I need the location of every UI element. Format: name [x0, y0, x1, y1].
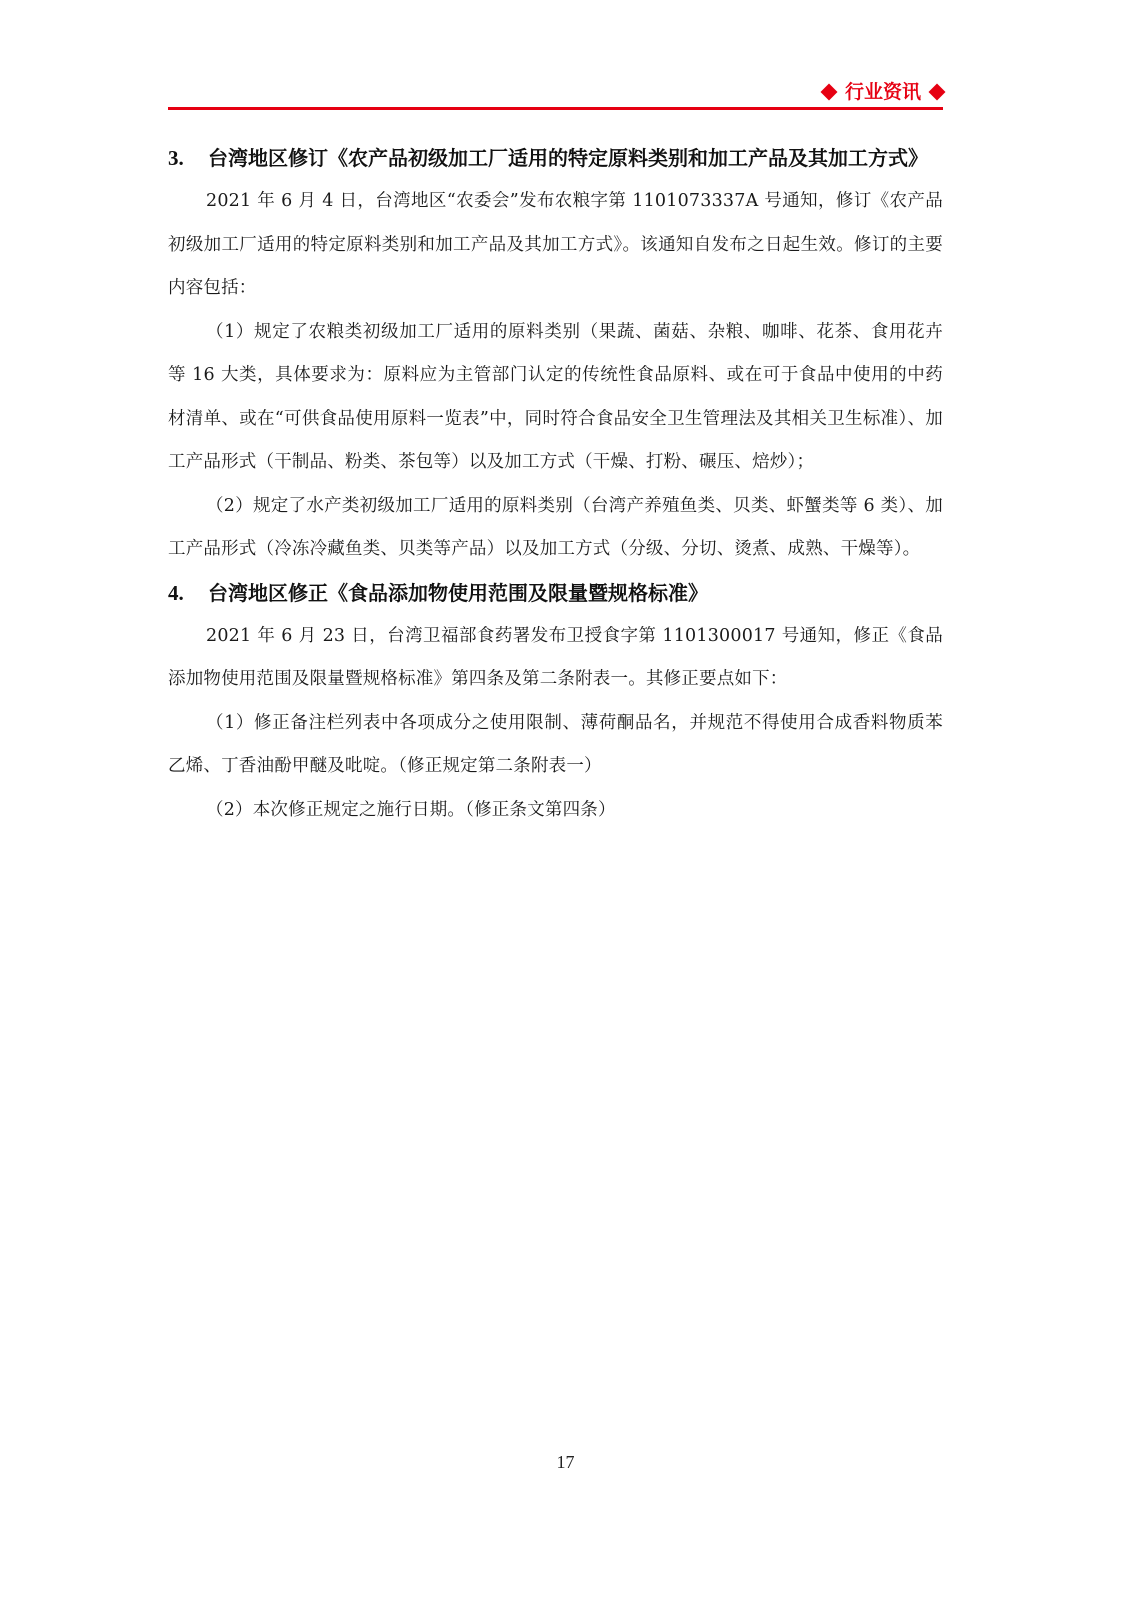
news-section — [168, 572, 943, 833]
section-title: 台湾地区修订《农产品初级加工厂适用的特定原料类别和加工产品及其加工方式》 — [208, 146, 928, 170]
paragraph: 2021 年 6 月 23 日，台湾卫福部食药署发布卫授食字第 1101300017 号通知，修正《食品添加物使用范围及限量暨规格标准》第四条及第二条附表一。其修正要点如下： — [168, 625, 943, 689]
section-heading — [168, 137, 943, 180]
header-divider — [168, 107, 943, 110]
section-number: 3. — [168, 146, 184, 170]
section-heading — [168, 572, 943, 615]
paragraph: （2）规定了水产类初级加工厂适用的原料类别（台湾产养殖鱼类、贝类、虾蟹类等 6 类）、加工产品形式（冷冻冷藏鱼类、贝类等产品）以及加工方式（分级、分切、烫煮、成熟、干燥等）。 — [168, 495, 943, 559]
paragraph: （2）本次修正规定之施行日期。（修正条文第四条） — [206, 799, 616, 820]
section-tag-label: 行业资讯 — [844, 81, 921, 103]
diamond-bullet-icon — [929, 84, 946, 101]
section-tag — [823, 80, 943, 104]
page-header — [168, 76, 943, 108]
paragraph: 2021 年 6 月 4 日，台湾地区“农委会”发布农粮字第 1101073337A 号通知，修订《农产品初级加工厂适用的特定原料类别和加工产品及其加工方式》。该通知自发布之日起生效。修订的主要内容包括： — [168, 191, 943, 298]
diamond-bullet-icon — [820, 84, 837, 101]
paragraph: （1）修正备注栏列表中各项成分之使用限制、薄荷酮品名，并规范不得使用合成香料物质苯乙烯、丁香油酚甲醚及吡啶。（修正规定第二条附表一） — [168, 712, 943, 776]
page-number: 17 — [556, 1452, 575, 1472]
news-section — [168, 137, 943, 572]
paragraph: （1）规定了农粮类初级加工厂适用的原料类别（果蔬、菌菇、杂粮、咖啡、花茶、食用花卉等 16 大类，具体要求为：原料应为主管部门认定的传统性食品原料、或在可于食品中使用的中药材清单、或在“可供食品使用原料一览表”中，同时符合食品安全卫生管理法及其相关卫生标准）、加工产品形式（干制品、粉类、茶包等）以及加工方式（干燥、打粉、碾压、焙炒）； — [168, 321, 943, 472]
article-body — [168, 137, 943, 832]
section-title: 台湾地区修正《食品添加物使用范围及限量暨规格标准》 — [208, 580, 708, 605]
section-number: 4. — [168, 580, 184, 605]
